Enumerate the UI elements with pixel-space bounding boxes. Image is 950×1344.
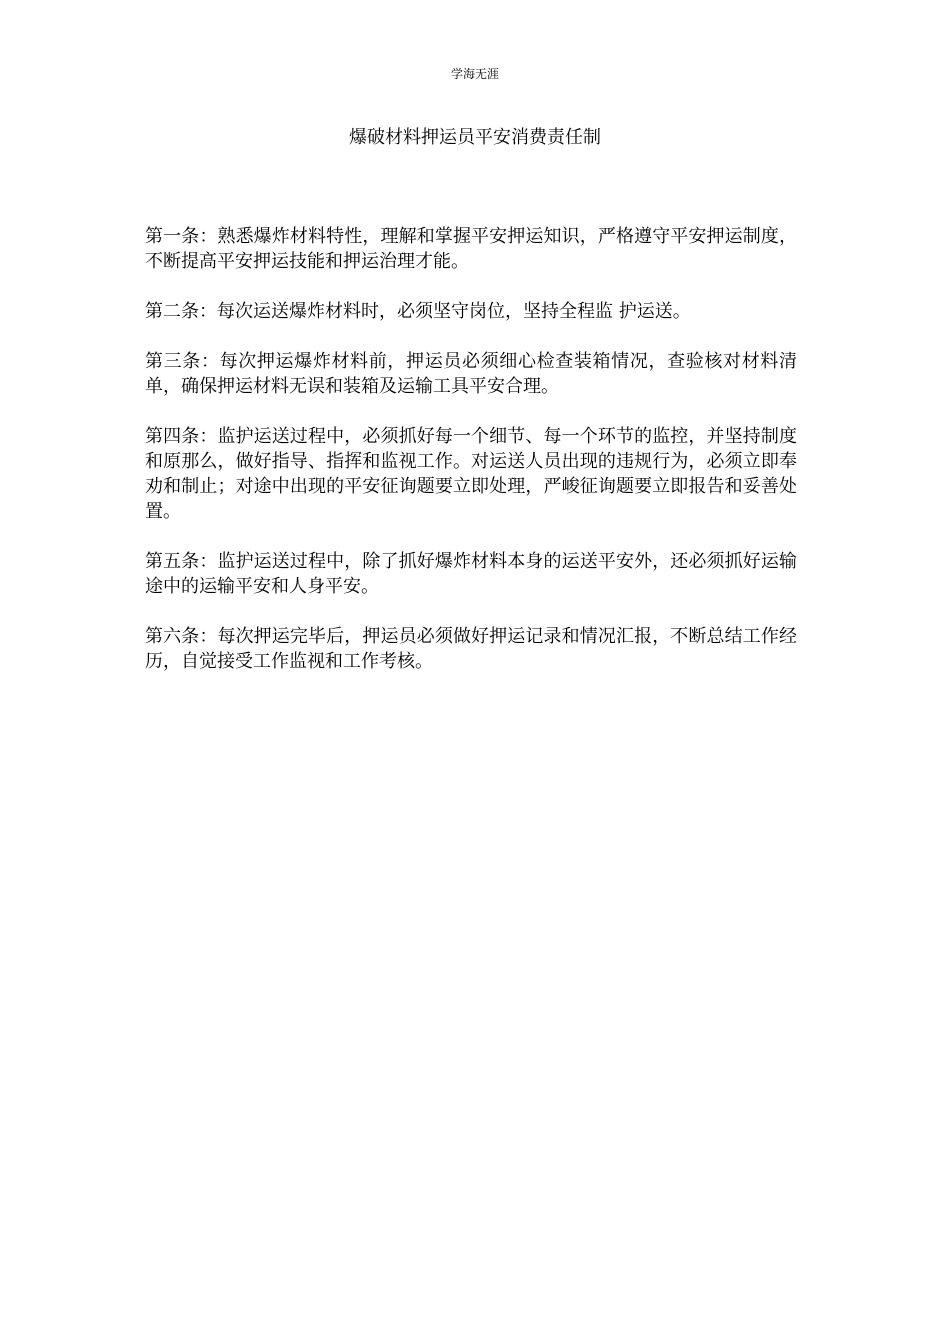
- document-title: 爆破材料押运员平安消费责任制: [349, 127, 601, 148]
- article-4: 第四条：监护运送过程中，必须抓好每一个细节、每一个环节的监控，并坚持制度和原那么，做好指导、指挥和监视工作。对运送人员出现的违规行为，必须立即奉劝和制止；对途中出现的平安征询题要立即处理，严峻征询题要立即报告和妥善处置。: [145, 426, 797, 522]
- article-1: 第一条：熟悉爆炸材料特性，理解和掌握平安押运知识，严格遵守平安押运制度，不断提高平安押运技能和押运治理才能。: [145, 226, 797, 272]
- article-5: 第五条：监护运送过程中，除了抓好爆炸材料本身的运送平安外，还必须抓好运输途中的运输平安和人身平安。: [145, 551, 797, 597]
- article-6: 第六条：每次押运完毕后，押运员必须做好押运记录和情况汇报，不断总结工作经历，自觉接受工作监视和工作考核。: [145, 626, 797, 672]
- article-3: 第三条：每次押运爆炸材料前，押运员必须细心检查装箱情况，查验核对材料清单，确保押运材料无误和装箱及运输工具平安合理。: [145, 351, 797, 397]
- document-body: [145, 224, 797, 699]
- page-header: 学海无涯: [450, 67, 499, 81]
- article-2: 第二条：每次运送爆炸材料时，必须坚守岗位，坚持全程监 护运送。: [145, 301, 691, 322]
